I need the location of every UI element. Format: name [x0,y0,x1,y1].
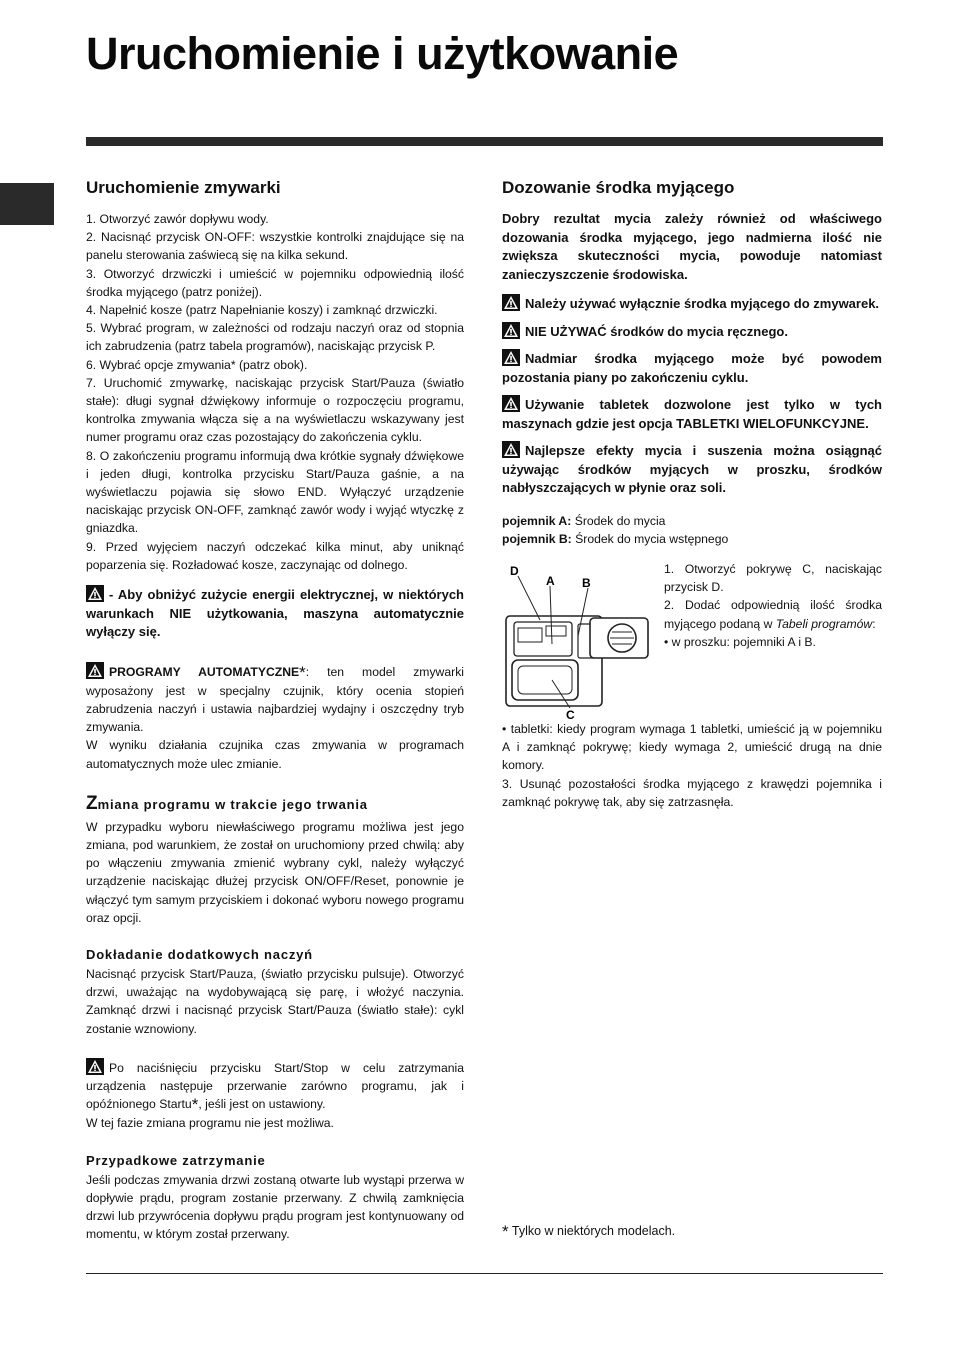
accidental-stop-heading: Przypadkowe zatrzymanie [86,1152,266,1168]
detergent-warning: NIE UŻYWAĆ środków do mycia ręcznego. [502,322,882,342]
detergent-intro: Dobry rezultat mycia zależy również od właściwego dozowania środka myjącego, jego nadmierna ilość nie zwiększa skuteczności mycia, powoduje natomiast zanieczyszczenie środowiska. [502,211,882,282]
detergent-warning: Nadmiar środka myjącego może być powodem pozostania piany po zakończeniu cyklu. [502,351,882,385]
warning-icon [86,662,104,679]
bullet-powder: • w proszku: pojemniki A i B. [664,634,816,649]
warning-icon [502,322,520,339]
auto-programs-note [86,662,464,773]
detergent-warning: Należy używać wyłącznie środka myjącego do zmywarek. [502,294,882,314]
add-dishes-section [86,947,464,1038]
stop-note: Po naciśnięciu przycisku Start/Stop w celu zatrzymania urządzenia następuje przerwanie zarówno programu, jak i opóźnionego Startu*, jeśli jest on ustawiony. W tej fazie zmiana programu nie jest możliwa. [86,1058,464,1133]
step-item: 3. Otworzyć drzwiczki i umieścić w pojemniku odpowiednią ilość środka myjącego (patrz poniżej). [86,266,464,299]
dispenser-figure-row [502,560,882,720]
page-title: Uruchomienie i użytkowanie [86,28,679,79]
bottom-rule [86,1273,883,1274]
warning-icon [86,585,104,602]
auto-programs-text2: W wyniku działania czujnika czas zmywania w programach automatycznych może ulec zmianie. [86,738,464,771]
energy-note [86,585,464,642]
change-program-section [86,793,464,927]
detergent-warning: Używanie tabletek dozwolone jest tylko w tych maszynach gdzie jest opcja TABLETKI WIELOFUNKCYJNE. [502,397,882,431]
asterisk-mark: * [191,1095,199,1115]
step-item: 4. Napełnić kosze (patrz Napełnianie koszy) i zamknąć drzwiczki. [86,303,438,318]
auto-programs-text: : ten model zmywarki wyposażony jest w specjalny czujnik, który ocenia stopień zabrudzenia naczyń i ustawia najbardziej wydajny i oszczędny tryb zmywania. [86,664,464,735]
left-column [86,178,464,1243]
title-divider-bar [86,137,883,146]
step-item: 8. O zakończeniu programu informują dwa krótkie sygnały dźwiękowe i jeden długi, kontrolka przycisku Start/Pauza gaśnie, a na wyświetlaczu pojawia się słowo END. Wyłączyć urządzenie naciskając przycisk ON-OFF, zamknąć zawór wody i wyjąć wtyczkę z gniazdka. [86,448,464,536]
bullet-tablets: • tabletki: kiedy program wymaga 1 tabletki, umieścić ją w pojemniku A i zamknąć pokrywę; kiedy wymaga 2, umieścić drugą na dnie komory. [502,721,882,773]
warning-icon [502,349,520,366]
accidental-stop-section [86,1153,464,1244]
footnote-text: Tylko w niektórych modelach. [508,1224,676,1238]
figure-instructions [664,560,882,720]
detergent-heading: Dozowanie środka myjącego [502,178,735,197]
detergent-dispenser-illustration [502,560,654,720]
fig-step-2: 2. Dodać odpowiednią ilość środka myjącego podaną w Tabeli programów: [664,598,882,631]
auto-programs-label: PROGRAMY AUTOMATYCZNE [109,664,300,679]
container-a-line: pojemnik A: Środek do mycia [502,513,666,528]
accidental-stop-text: Jeśli podczas zmywania drzwi zostaną otwarte lub wystąpi przerwa w dopływie prądu, program zostanie przerwany. Z chwilą zamknięcia drzwi lub przywrócenia dopływu prądu program jest kontynuowany od momentu, w którym został przerwany. [86,1172,464,1242]
asterisk-mark: * [502,1222,509,1241]
label-b: B [582,575,591,590]
warning-icon [86,1058,104,1075]
stop-note-text2: W tej fazie zmiana programu nie jest możliwa. [86,1116,334,1131]
fig-step-3: 3. Usunąć pozostałości środka myjącego z krawędzi pojemnika i zamknąć pokrywę tak, aby się zatrzasnęła. [502,776,882,809]
step-item: 6. Wybrać opcje zmywania* (patrz obok). [86,357,308,372]
add-dishes-text: Nacisnąć przycisk Start/Pauza, (światło przycisku pulsuje). Otworzyć drzwi, uważając na wydobywającą się parę, i włożyć naczynia. Zamknąć drzwi i nacisnąć przycisk Start/Pauza (światło stałe): cykl zostanie wznowiony. [86,967,464,1036]
step-item: 7. Uruchomić zmywarkę, naciskając przycisk Start/Pauza (światło stałe): długi sygnał dźwiękowy informuje o rozpoczęciu programu, kontrolka zmywania włącza się a na wyświetlaczu wskazywany jest numer programu oraz czas pozostający do zakończenia cyklu. [86,375,464,445]
label-a: A [546,573,555,588]
footnote [502,1222,675,1242]
asterisk-mark: * [299,662,306,682]
start-steps [86,210,464,574]
fig-step-1: 1. Otworzyć pokrywę C, naciskając przycisk D. [664,561,882,595]
stop-note-text: Po naciśnięciu przycisku Start/Stop w celu zatrzymania urządzenia następuje przerwanie zarówno programu, jak i opóźnionego Startu [86,1060,464,1112]
step-item: 1. Otworzyć zawór dopływu wody. [86,212,269,226]
detergent-warning: Najlepsze efekty mycia i suszenia można osiągnąć używając środków myjących w proszku, środków nabłyszczających w płynie oraz soli. [502,443,882,495]
warning-icon [502,441,520,458]
section-side-tab [0,183,54,225]
step-item: 2. Nacisnąć przycisk ON-OFF: wszystkie kontrolki znajdujące się na panelu sterowania zaświecą się na kilka sekund. [86,230,464,263]
change-program-heading: Zmiana programu w trakcie jego trwania [86,792,368,814]
right-column [502,178,882,811]
warning-icon [502,395,520,412]
warning-icon [502,294,520,311]
label-d: D [510,563,519,578]
step-item: 9. Przed wyjęciem naczyń odczekać kilka minut, aby uniknąć poparzenia się. Rozładować kosze, zaczynając od dolnego. [86,539,464,572]
step-item: 5. Wybrać program, w zależności od rodzaju naczyń oraz od stopnia ich zabrudzenia (patrz tabela programów), naciskając przycisk P. [86,321,464,354]
energy-note-text: - Aby obniżyć zużycie energii elektrycznej, w niektórych warunkach NIE użytkowania, maszyna automatycznie wyłączy się. [86,587,464,640]
change-program-text: W przypadku wyboru niewłaściwego programu możliwa jest jego zmiana, pod warunkiem, że został on uruchomiony przed chwilą: aby po włączeniu zmywania zmienić wybrany cykl, należy wyłączyć urządzenie naciskając dłużej przycisk ON/OFF/Reset, ponownie je włączyć tym samym przyciskiem i dokonać wyboru nowego programu oraz opcji. [86,819,464,925]
container-b-line: pojemnik B: Środek do mycia wstępnego [502,531,729,546]
add-dishes-heading: Dokładanie dodatkowych naczyń [86,947,313,962]
label-c: C [566,707,575,720]
start-heading: Uruchomienie zmywarki [86,178,281,197]
